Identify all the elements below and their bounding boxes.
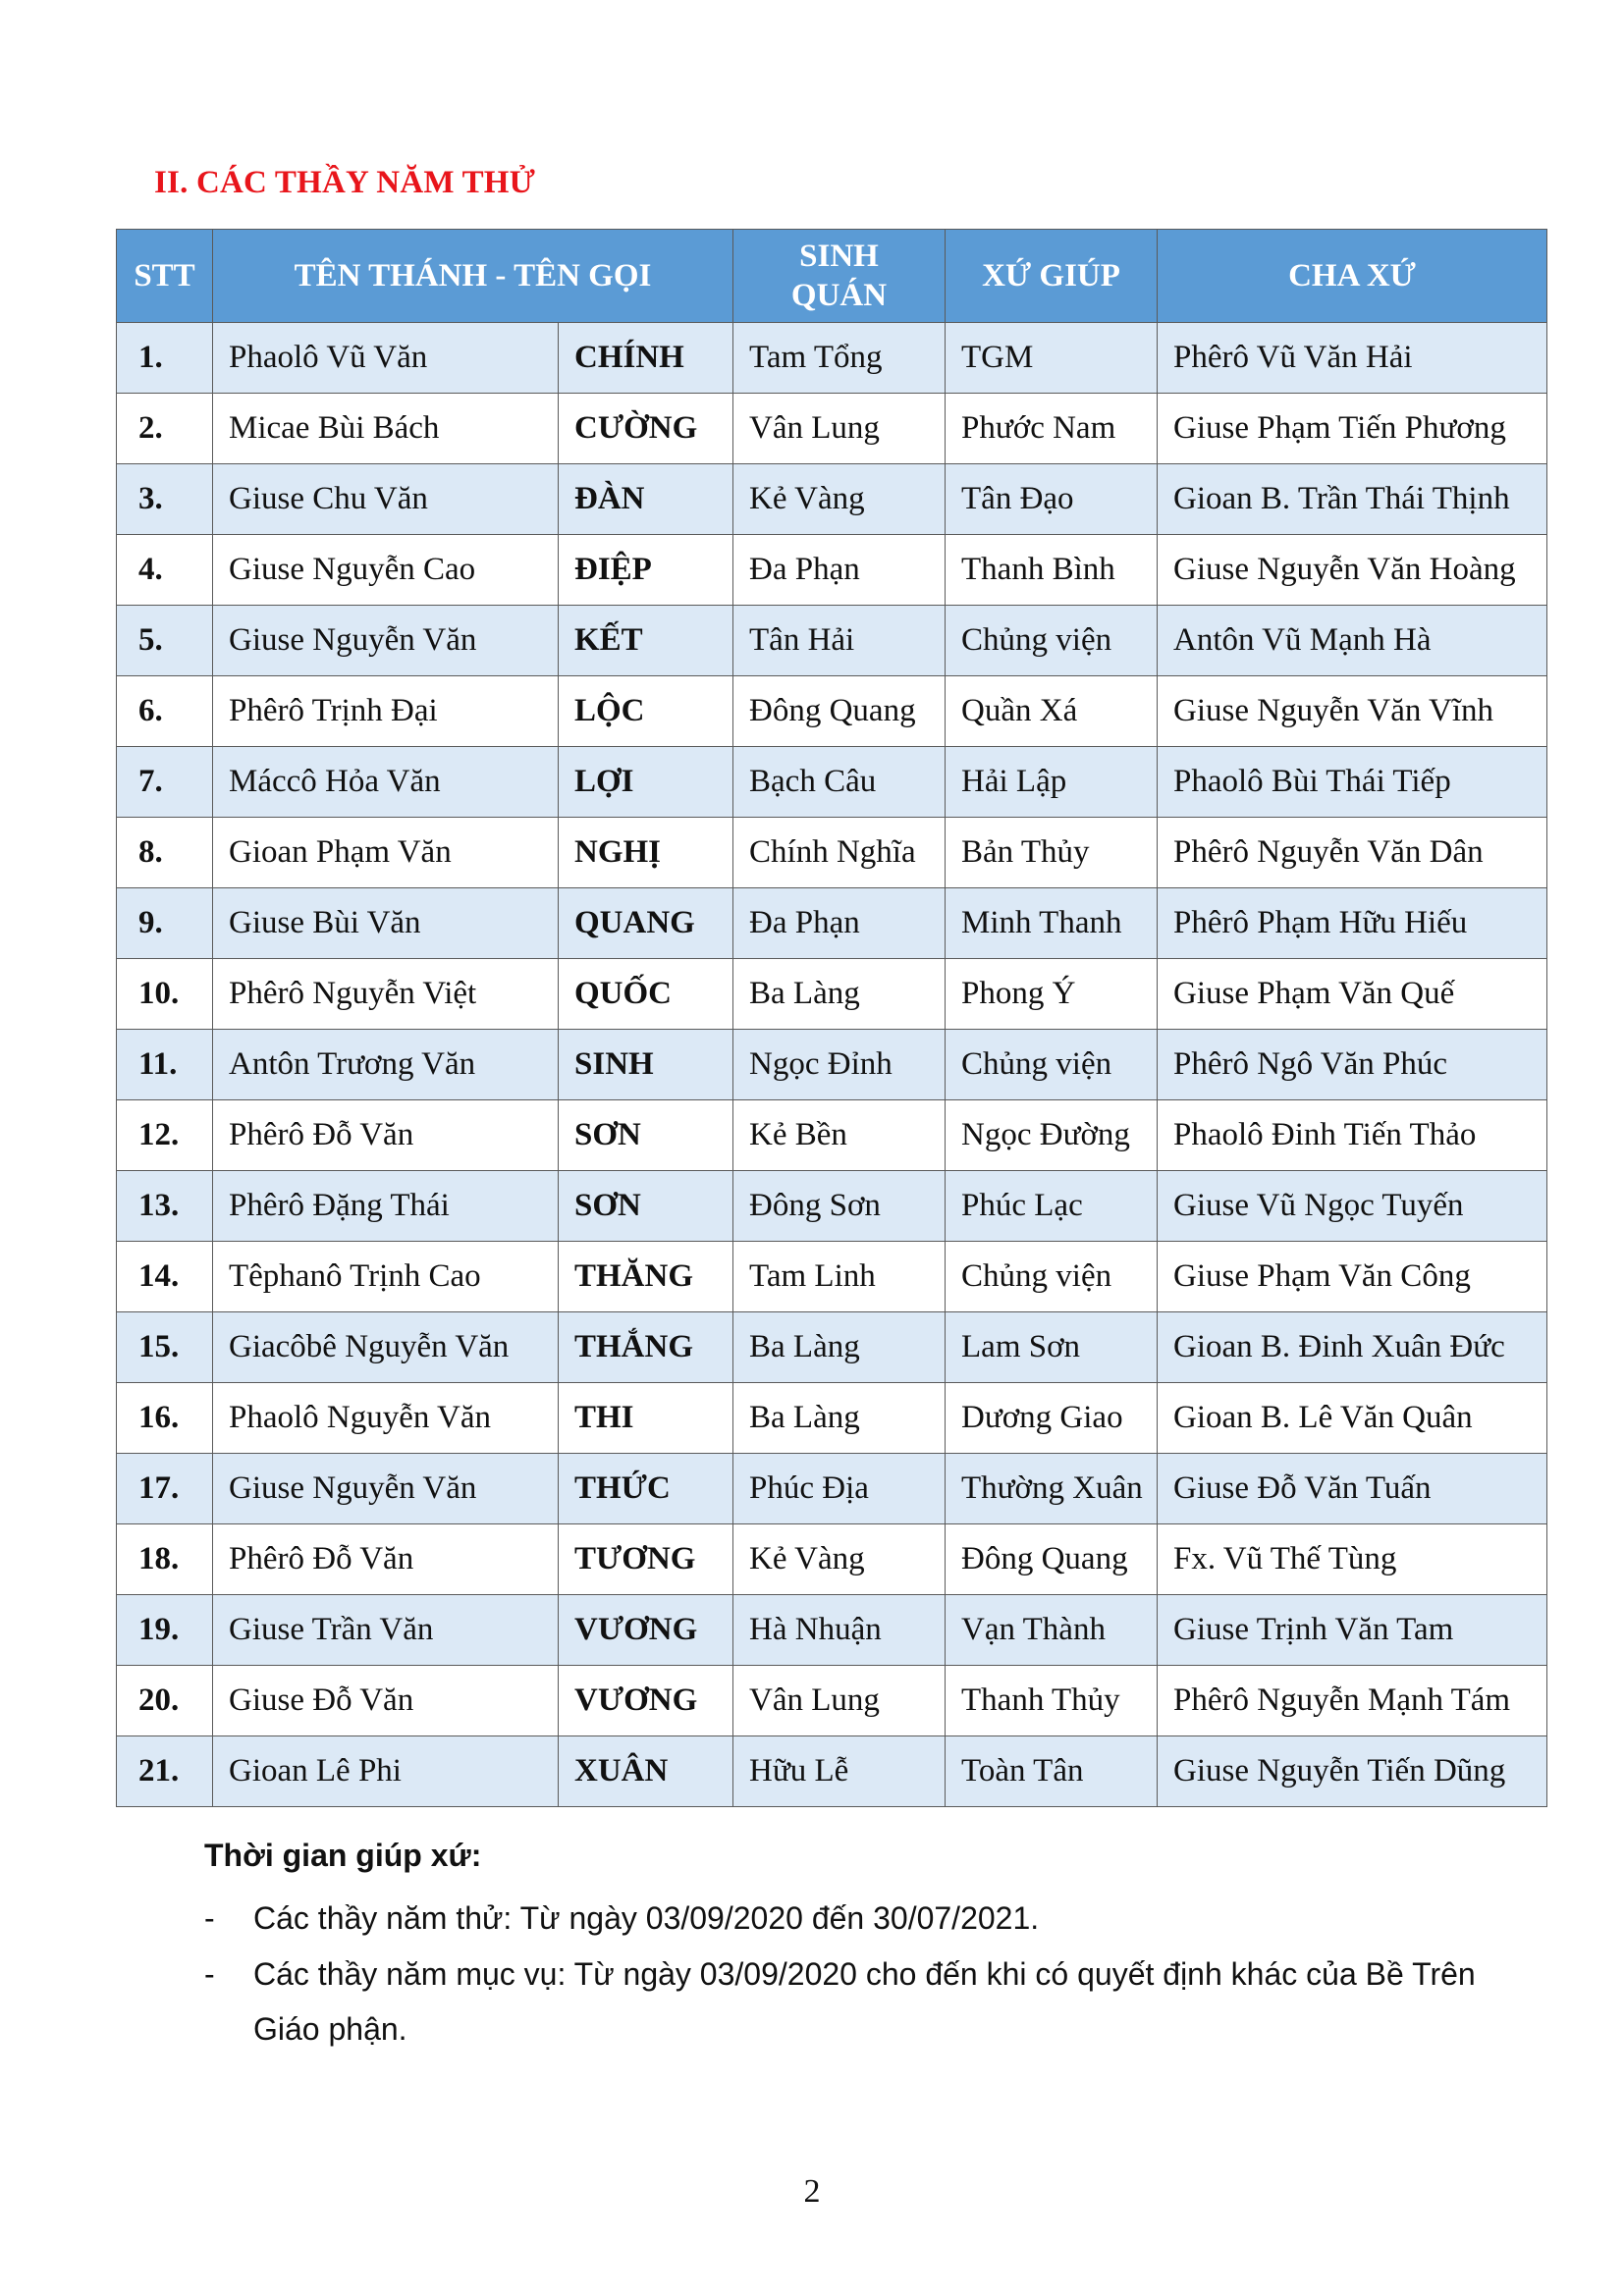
parish-priest: Giuse Vũ Ngọc Tuyến [1158,1171,1547,1242]
parish-priest: Phêrô Ngô Văn Phúc [1158,1030,1547,1100]
given-name: LỢI [559,747,733,818]
birthplace: Hà Nhuận [733,1595,946,1666]
birthplace: Tam Tổng [733,323,946,394]
birthplace: Ba Làng [733,959,946,1030]
saint-name: Giuse Nguyễn Cao [213,535,559,606]
saint-name: Gioan Lê Phi [213,1736,559,1807]
given-name: XUÂN [559,1736,733,1807]
header-birthplace-line1: SINH [799,239,879,274]
parish-priest: Giuse Trịnh Văn Tam [1158,1595,1547,1666]
given-name: TƯƠNG [559,1524,733,1595]
birthplace: Bạch Câu [733,747,946,818]
header-birthplace-line2: QUÁN [790,278,888,313]
parish-priest: Giuse Nguyễn Văn Vĩnh [1158,676,1547,747]
row-number: 19. [117,1595,213,1666]
given-name: THỨC [559,1454,733,1524]
parish-priest: Giuse Đỗ Văn Tuấn [1158,1454,1547,1524]
parish-priest: Giuse Phạm Văn Công [1158,1242,1547,1312]
birthplace: Kẻ Bền [733,1100,946,1171]
saint-name: Phêrô Đặng Thái [213,1171,559,1242]
table-row [117,394,1547,464]
given-name: LỘC [559,676,733,747]
table-header-row [117,230,1547,323]
assigned-parish: Tân Đạo [946,464,1158,535]
birthplace: Ba Làng [733,1383,946,1454]
row-number: 9. [117,888,213,959]
roster-table [116,229,1547,1807]
table-row [117,1030,1547,1100]
assigned-parish: Dương Giao [946,1383,1158,1454]
parish-priest: Fx. Vũ Thế Tùng [1158,1524,1547,1595]
given-name: SƠN [559,1171,733,1242]
assigned-parish: Phước Nam [946,394,1158,464]
saint-name: Giuse Nguyễn Văn [213,1454,559,1524]
table-row [117,747,1547,818]
assigned-parish: Đông Quang [946,1524,1158,1595]
saint-name: Phêrô Nguyễn Việt [213,959,559,1030]
table-row [117,464,1547,535]
saint-name: Giuse Đỗ Văn [213,1666,559,1736]
table-row [117,535,1547,606]
saint-name: Máccô Hỏa Văn [213,747,559,818]
header-birthplace [733,230,946,323]
given-name: QUỐC [559,959,733,1030]
saint-name: Phêrô Đỗ Văn [213,1100,559,1171]
birthplace: Đông Quang [733,676,946,747]
birthplace: Kẻ Vàng [733,1524,946,1595]
row-number: 3. [117,464,213,535]
assigned-parish: Bản Thủy [946,818,1158,888]
parish-priest: Phêrô Nguyễn Mạnh Tám [1158,1666,1547,1736]
parish-priest: Phêrô Phạm Hữu Hiếu [1158,888,1547,959]
bullet-dash: - [204,1900,215,1936]
row-number: 21. [117,1736,213,1807]
parish-priest: Giuse Nguyễn Tiến Dũng [1158,1736,1547,1807]
saint-name: Antôn Trương Văn [213,1030,559,1100]
birthplace: Vân Lung [733,1666,946,1736]
table-row [117,1100,1547,1171]
birthplace: Phúc Địa [733,1454,946,1524]
saint-name: Têphanô Trịnh Cao [213,1242,559,1312]
given-name: ĐÀN [559,464,733,535]
row-number: 18. [117,1524,213,1595]
assigned-parish: Thanh Bình [946,535,1158,606]
saint-name: Giacôbê Nguyễn Văn [213,1312,559,1383]
header-name: TÊN THÁNH - TÊN GỌI [213,230,733,323]
table-row [117,1171,1547,1242]
given-name: QUANG [559,888,733,959]
note-text: Các thầy năm thử: Từ ngày 03/09/2020 đến 30/07/2021. [253,1900,1040,1936]
row-number: 17. [117,1454,213,1524]
assigned-parish: TGM [946,323,1158,394]
row-number: 6. [117,676,213,747]
given-name: THẮNG [559,1312,733,1383]
given-name: ĐIỆP [559,535,733,606]
page-number: 2 [803,2173,821,2210]
note-item [204,1947,1481,2056]
table-row [117,1595,1547,1666]
row-number: 15. [117,1312,213,1383]
saint-name: Giuse Bùi Văn [213,888,559,959]
assigned-parish: Hải Lập [946,747,1158,818]
row-number: 7. [117,747,213,818]
parish-priest: Phaolô Đinh Tiến Thảo [1158,1100,1547,1171]
birthplace: Hữu Lễ [733,1736,946,1807]
row-number: 16. [117,1383,213,1454]
section-title: II. CÁC THẦY NĂM THỬ [154,165,536,200]
assigned-parish: Thường Xuân [946,1454,1158,1524]
bullet-dash: - [204,1956,215,1992]
given-name: SINH [559,1030,733,1100]
assigned-parish: Vạn Thành [946,1595,1158,1666]
table-row [117,1383,1547,1454]
birthplace: Vân Lung [733,394,946,464]
assigned-parish: Ngọc Đường [946,1100,1158,1171]
table-row [117,1312,1547,1383]
birthplace: Đông Sơn [733,1171,946,1242]
given-name: THĂNG [559,1242,733,1312]
table-row [117,818,1547,888]
header-stt: STT [117,230,213,323]
row-number: 1. [117,323,213,394]
header-pastor: CHA XỨ [1158,230,1547,323]
row-number: 4. [117,535,213,606]
birthplace: Ba Làng [733,1312,946,1383]
assigned-parish: Chủng viện [946,1242,1158,1312]
table-row [117,959,1547,1030]
saint-name: Giuse Chu Văn [213,464,559,535]
row-number: 11. [117,1030,213,1100]
parish-priest: Gioan B. Trần Thái Thịnh [1158,464,1547,535]
table-row [117,1666,1547,1736]
table-row [117,606,1547,676]
birthplace: Đa Phạn [733,535,946,606]
birthplace: Kẻ Vàng [733,464,946,535]
assigned-parish: Quần Xá [946,676,1158,747]
parish-priest: Phêrô Nguyễn Văn Dân [1158,818,1547,888]
given-name: CƯỜNG [559,394,733,464]
table-row [117,1454,1547,1524]
saint-name: Phaolô Vũ Văn [213,323,559,394]
table-row [117,323,1547,394]
table-row [117,1242,1547,1312]
birthplace: Chính Nghĩa [733,818,946,888]
row-number: 10. [117,959,213,1030]
saint-name: Phêrô Đỗ Văn [213,1524,559,1595]
table-body [117,323,1547,1807]
birthplace: Tân Hải [733,606,946,676]
parish-priest: Phaolô Bùi Thái Tiếp [1158,747,1547,818]
parish-priest: Giuse Phạm Tiến Phương [1158,394,1547,464]
given-name: NGHỊ [559,818,733,888]
birthplace: Đa Phạn [733,888,946,959]
parish-priest: Giuse Nguyễn Văn Hoàng [1158,535,1547,606]
parish-priest: Gioan B. Đinh Xuân Đức [1158,1312,1547,1383]
given-name: SƠN [559,1100,733,1171]
row-number: 20. [117,1666,213,1736]
parish-priest: Phêrô Vũ Văn Hải [1158,323,1547,394]
row-number: 5. [117,606,213,676]
given-name: KẾT [559,606,733,676]
saint-name: Phêrô Trịnh Đại [213,676,559,747]
birthplace: Ngọc Đỉnh [733,1030,946,1100]
note-item [204,1891,1481,1946]
table-row [117,676,1547,747]
row-number: 14. [117,1242,213,1312]
assigned-parish: Toàn Tân [946,1736,1158,1807]
given-name: THI [559,1383,733,1454]
parish-priest: Giuse Phạm Văn Quế [1158,959,1547,1030]
row-number: 2. [117,394,213,464]
assigned-parish: Chủng viện [946,606,1158,676]
saint-name: Gioan Phạm Văn [213,818,559,888]
row-number: 8. [117,818,213,888]
row-number: 12. [117,1100,213,1171]
time-heading: Thời gian giúp xứ: [204,1838,482,1873]
saint-name: Micae Bùi Bách [213,394,559,464]
assigned-parish: Minh Thanh [946,888,1158,959]
assigned-parish: Thanh Thủy [946,1666,1158,1736]
assigned-parish: Lam Sơn [946,1312,1158,1383]
parish-priest: Gioan B. Lê Văn Quân [1158,1383,1547,1454]
assigned-parish: Chủng viện [946,1030,1158,1100]
given-name: VƯƠNG [559,1595,733,1666]
given-name: VƯƠNG [559,1666,733,1736]
saint-name: Giuse Nguyễn Văn [213,606,559,676]
assigned-parish: Phong Ý [946,959,1158,1030]
table-row [117,1524,1547,1595]
parish-priest: Antôn Vũ Mạnh Hà [1158,606,1547,676]
given-name: CHÍNH [559,323,733,394]
header-parish: XỨ GIÚP [946,230,1158,323]
birthplace: Tam Linh [733,1242,946,1312]
row-number: 13. [117,1171,213,1242]
table-row [117,1736,1547,1807]
assigned-parish: Phúc Lạc [946,1171,1158,1242]
saint-name: Giuse Trần Văn [213,1595,559,1666]
note-text: Các thầy năm mục vụ: Từ ngày 03/09/2020 cho đến khi có quyết định khác của Bề Trên Giáo phận. [253,1956,1476,2047]
saint-name: Phaolô Nguyễn Văn [213,1383,559,1454]
table-row [117,888,1547,959]
